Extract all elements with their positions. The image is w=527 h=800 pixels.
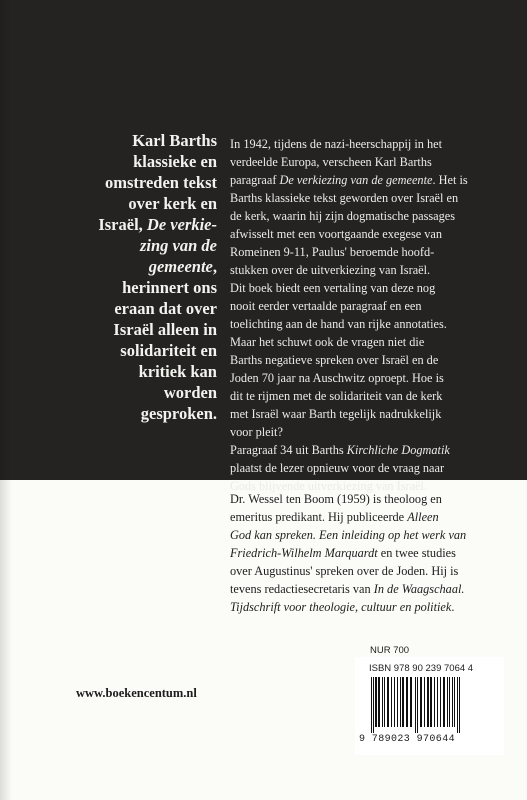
pull-quote-title: De verkie- [146,215,217,234]
barcode-bar [459,677,460,733]
barcode-bar [400,677,401,727]
pull-quote-text: Israël, [98,215,147,234]
blurb-line: nooit eerder vertaalde paragraaf en een [230,299,422,313]
blurb-line: In 1942, tijdens de nazi-heerschappij in het [230,137,443,151]
barcode-bar [402,677,404,727]
bio-title-run: Alleen [407,510,439,524]
barcode-bar [387,677,389,727]
blurb-line: toelichting aan de hand van rijke annotaties. [230,317,447,331]
pull-quote-title: gemeente [148,257,213,276]
bio-line [230,598,510,616]
blurb-title-run: Kirchliche Dogmatik [346,443,450,457]
bio-line [230,544,510,562]
pull-quote-line: herinnert ons [122,278,217,297]
blurb-text-run: paragraaf [230,173,280,187]
pull-quote-line [60,235,217,256]
barcode-bar [397,677,398,727]
blurb-line: met Israël waar Barth tegelijk nadrukkelijk [230,407,442,421]
barcode-bar [378,677,380,727]
blurb-text-run: Paragraaf 34 uit Barths [230,443,347,457]
blurb-line: afwisselt met een voortgaande exegese van [230,227,443,241]
barcode-bar [437,677,438,727]
barcode-bar [420,677,422,727]
bio-line [230,508,510,526]
barcode-bar [424,677,425,727]
pull-quote-text: , [212,257,217,276]
pull-quote-line: kritiek kan [138,362,217,381]
pull-quote-line: worden [163,383,217,402]
barcode-bar [457,677,458,733]
bio-title-run: In de Waagschaal. [373,582,465,596]
barcode-bar [449,677,450,727]
blurb-line: dit te rijmen met de solidariteit van de kerk [230,389,443,403]
blurb-line: verdeelde Europa, verscheen Karl Barths [230,155,432,169]
pull-quote-line: over kerk en [128,194,217,213]
blurb-line: stukken over de uitverkiezing van Israël. [230,263,431,277]
nur-code: NUR 700 [370,645,410,656]
blurb-line: plaatst de lezer opnieuw voor de vraag naar [230,461,445,475]
bio-title-run: Friedrich-Wilhelm Marquardt [230,546,378,560]
pull-quote-line: Israël alleen in [113,320,217,339]
blurb-line: voor pleit? [230,425,283,439]
pull-quote-line [60,214,217,235]
bio-text-run: tevens redactiesecretaris van [230,582,374,596]
barcode-bar [454,677,455,727]
pull-quote-line: gesproken. [140,404,217,423]
blurb-line: Joden 70 jaar na Auschwitz oproept. Hoe is [230,371,444,385]
pull-quote [60,130,217,424]
blurb-line [230,171,500,189]
pull-quote-title: zing van de [139,236,217,255]
author-bio [230,490,510,616]
blurb-line: Romeinen 9-11, Paulus' beroemde hoofd- [230,245,435,259]
barcode-bar [415,677,416,733]
blurb-text [230,135,500,495]
blurb-title-run: De verkiezing van de gemeente [279,173,433,187]
barcode-bar [452,677,453,727]
bio-line: over Augustinus' spreken over de Joden. Hij is [230,564,459,578]
blurb-line: Dit boek biedt een vertaling van deze nog [230,281,436,295]
barcode-bar [391,677,392,727]
barcode-bar [382,677,383,727]
blurb-line: Gods blijvende uitverkiezing van Israël. [230,479,428,493]
isbn-number: ISBN 978 90 239 7064 4 [369,663,474,674]
pull-quote-line: Karl Barths [132,131,217,150]
barcode-bar [417,677,418,733]
blurb-line: Maar het schuwt ook de vragen niet die [230,335,425,349]
bio-line [230,526,510,544]
barcode-bar [440,677,441,727]
barcode-bar [373,677,374,733]
pull-quote-line: solidariteit en [120,341,217,360]
pull-quote-line [60,256,217,277]
bio-title-run: God kan spreken. Een inleiding op het werk van [230,528,467,542]
pull-quote-line: klassieke en [133,152,217,171]
barcode-label [355,657,504,755]
blurb-line [230,441,500,459]
barcode-bar [394,677,395,727]
bio-text-run: emeritus predikant. Hij publiceerde [230,510,408,524]
blurb-text-run: . Het is [432,173,468,187]
spine-shadow [0,0,12,800]
publisher-website: www.boekencentum.nl [76,686,197,700]
barcode-bar [371,677,372,733]
barcode-bar [410,677,412,727]
barcode-bar [430,677,432,727]
pull-quote-line: omstreden tekst [105,173,217,192]
barcode-bar [406,677,408,727]
ean-digits: 9 789023 970644 [359,734,456,745]
barcode-bar [447,677,448,727]
barcode-bar [384,677,385,727]
blurb-line: Barths negatieve spreken over Israël en de [230,353,439,367]
bio-text-run: en twee studies [377,546,456,560]
barcode-bar [427,677,429,727]
bio-line: Dr. Wessel ten Boom (1959) is theoloog en [230,492,442,506]
blurb-line: de kerk, waarin hij zijn dogmatische passages [230,209,456,223]
blurb-line: Barths klassieke tekst geworden over Israël en [230,191,459,205]
bio-line [230,580,510,598]
barcode-bar [443,677,445,727]
barcode-bar [434,677,435,727]
barcode-bar [375,677,377,727]
barcode-icon [367,677,492,733]
bio-title-run: Tijdschrift voor theologie, cultuur en politiek [230,600,452,614]
pull-quote-line: eraan dat over [114,299,217,318]
bio-text-run: . [451,600,455,614]
